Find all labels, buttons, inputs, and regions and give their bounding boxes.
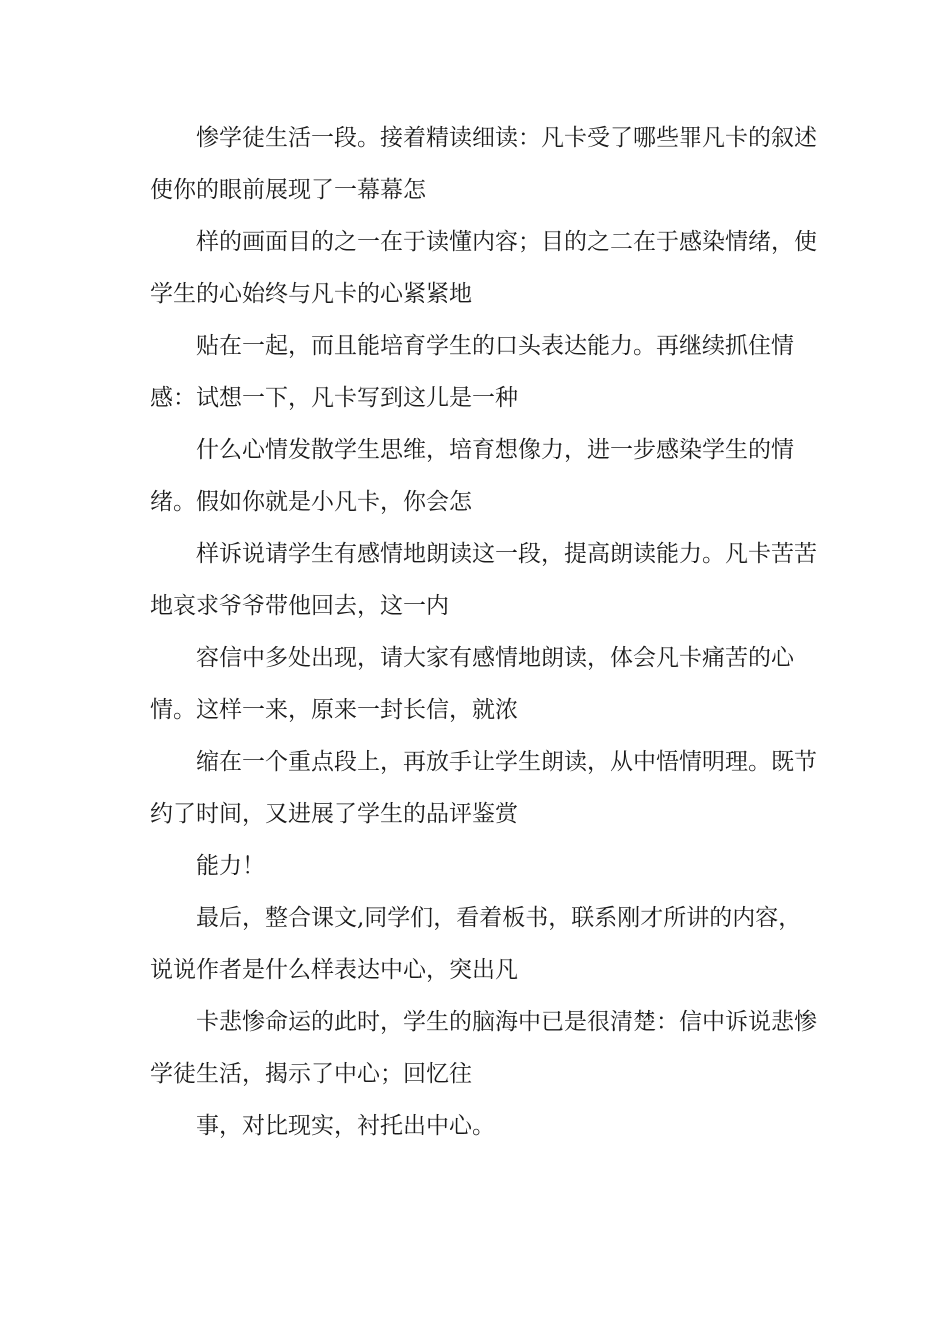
paragraph-continuation-line: 情。这样一来，原来一封长信，就浓	[150, 697, 518, 723]
paragraph-first-line: 能力！	[196, 853, 265, 879]
paragraph	[150, 112, 817, 216]
paragraph-continuation-line: 使你的眼前展现了一幕幕怎	[150, 177, 426, 203]
paragraph-continuation-line: 学生的心始终与凡卡的心紧紧地	[150, 281, 472, 307]
paragraph-first-line: 缩在一个重点段上，再放手让学生朗读，从中悟情明理。既节	[196, 749, 817, 775]
paragraph-continuation-line: 学徒生活，揭示了中心；回忆往	[150, 1061, 472, 1087]
paragraph-continuation-line: 感：试想一下，凡卡写到这儿是一种	[150, 385, 518, 411]
paragraph-continuation-line: 地哀求爷爷带他回去，这一内	[150, 593, 449, 619]
paragraph	[150, 1100, 810, 1152]
paragraph-first-line: 容信中多处出现，请大家有感情地朗读，体会凡卡痛苦的心	[196, 645, 794, 671]
paragraph	[150, 216, 817, 320]
paragraph-continuation-line: 说说作者是什么样表达中心，突出凡	[150, 957, 518, 983]
paragraph-first-line: 惨学徒生活一段。接着精读细读：凡卡受了哪些罪凡卡的叙述	[196, 125, 817, 151]
paragraph	[150, 840, 810, 892]
body-text	[150, 112, 817, 1152]
paragraph-first-line: 什么心情发散学生思维，培育想像力，进一步感染学生的情	[196, 437, 794, 463]
paragraph-first-line: 最后，整合课文,同学们，看着板书，联系刚才所讲的内容，	[196, 905, 802, 931]
paragraph	[150, 736, 817, 840]
paragraph	[150, 996, 817, 1100]
paragraph	[150, 528, 817, 632]
paragraph-continuation-line: 约了时间，又进展了学生的品评鉴赏	[150, 801, 518, 827]
paragraph-first-line: 样的画面目的之一在于读懂内容；目的之二在于感染情绪，使	[196, 229, 817, 255]
paragraph	[150, 320, 810, 424]
paragraph	[150, 892, 810, 996]
paragraph-first-line: 样诉说请学生有感情地朗读这一段，提高朗读能力。凡卡苦苦	[196, 541, 817, 567]
paragraph-first-line: 贴在一起，而且能培育学生的口头表达能力。再继续抓住情	[196, 333, 794, 359]
paragraph	[150, 424, 810, 528]
paragraph-continuation-line: 绪。假如你就是小凡卡，你会怎	[150, 489, 472, 515]
paragraph	[150, 632, 810, 736]
paragraph-first-line: 卡悲惨命运的此时，学生的脑海中已是很清楚：信中诉说悲惨	[196, 1009, 817, 1035]
paragraph-first-line: 事，对比现实，衬托出中心。	[196, 1113, 495, 1139]
